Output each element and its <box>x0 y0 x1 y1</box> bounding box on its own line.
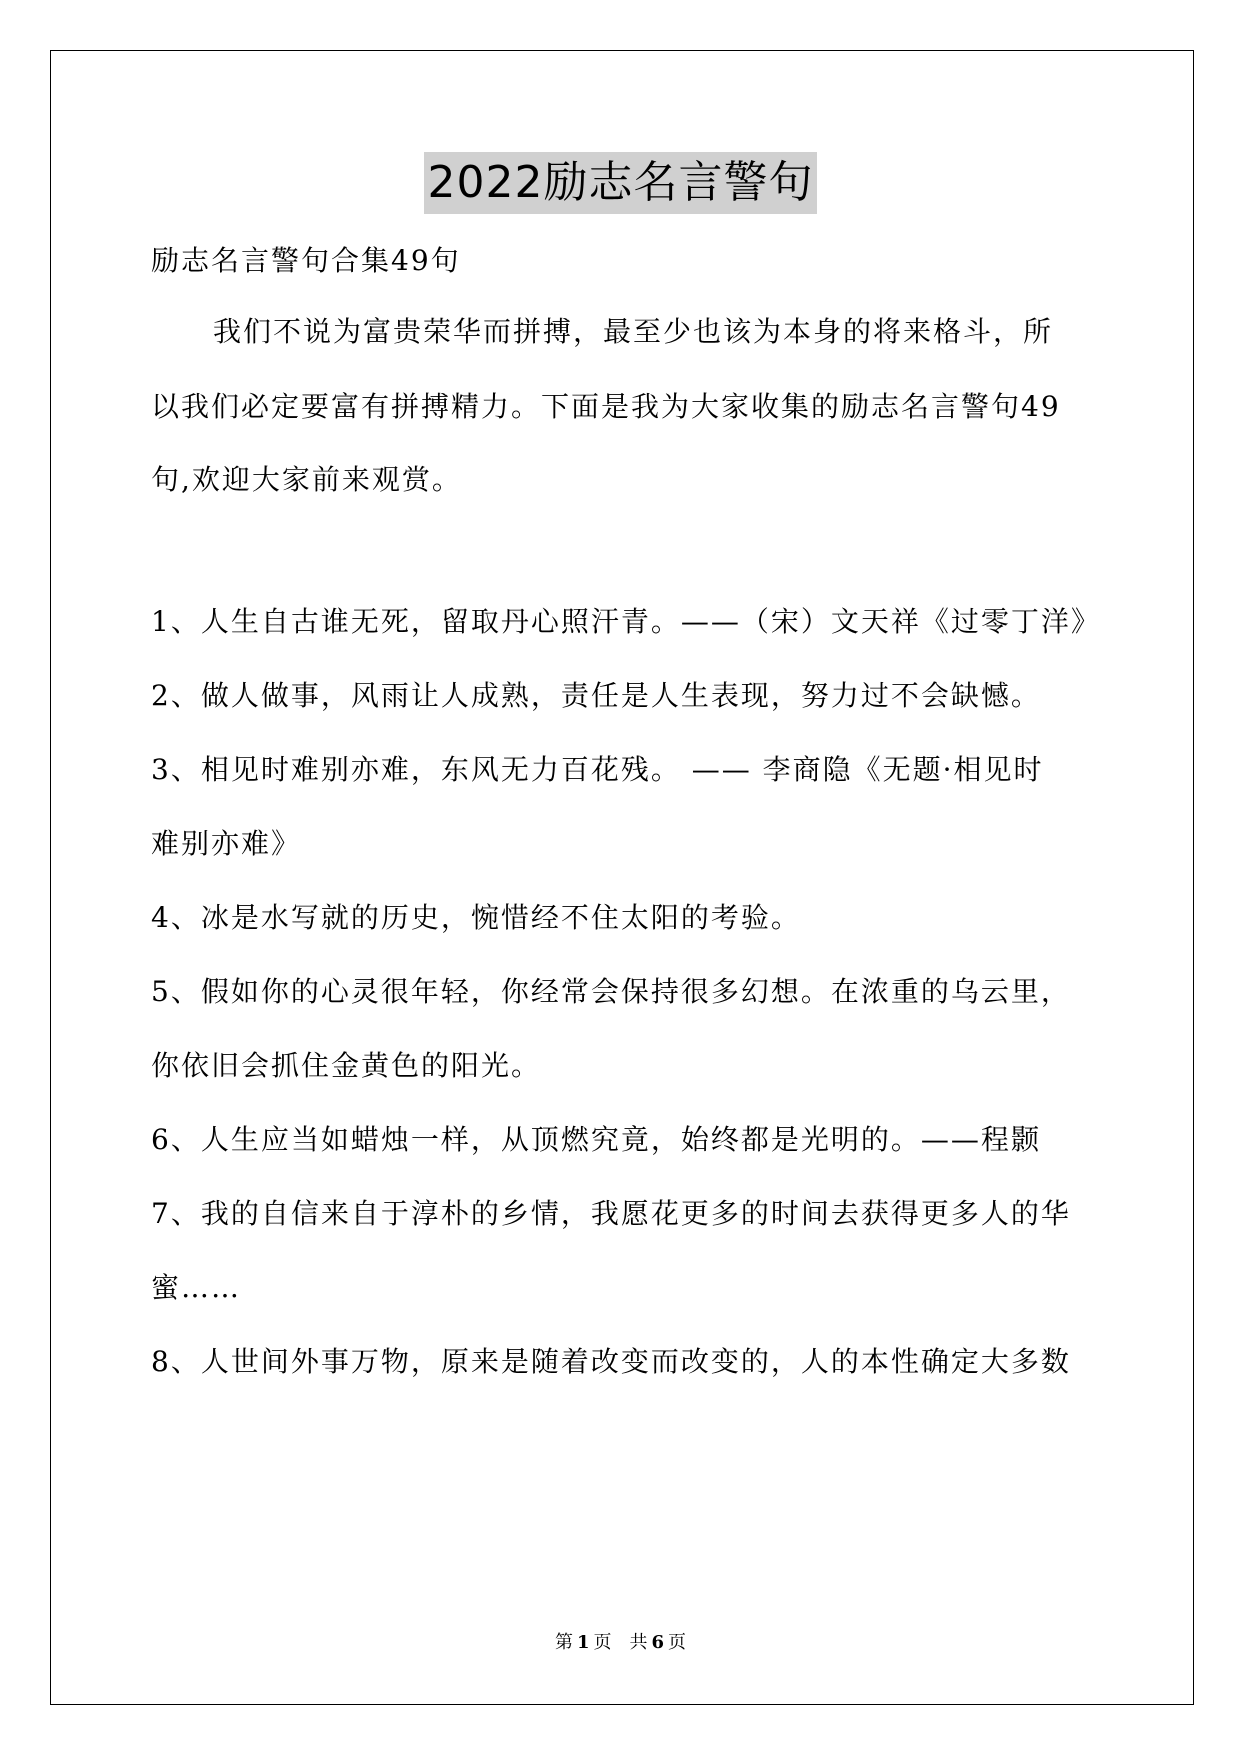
quote-line: 蜜…… <box>151 1271 242 1304</box>
quote-line: 1、人生自古谁无死，留取丹心照汗青。——（宋）文天祥《过零丁洋》 <box>151 605 1101 638</box>
page-current-number: 1 <box>576 1632 590 1653</box>
quote-line: 5、假如你的心灵很年轻，你经常会保持很多幻想。在浓重的乌云里， <box>151 975 1071 1008</box>
quote-line: 4、冰是水写就的历史，惋惜经不住太阳的考验。 <box>151 901 801 934</box>
title-container <box>0 152 1241 214</box>
document-subtitle: 励志名言警句合集49句 <box>151 244 461 277</box>
page-total-number: 6 <box>651 1632 665 1653</box>
quote-line: 3、相见时难别亦难，东风无力百花残。 —— 李商隐《无题·相见时 <box>151 753 1044 786</box>
page-prefix: 第 <box>554 1632 573 1653</box>
document-title: 2022励志名言警句 <box>424 152 818 214</box>
quote-line: 难别亦难》 <box>151 827 302 860</box>
page-suffix: 页 <box>668 1632 687 1653</box>
intro-line: 句,欢迎大家前来观赏。 <box>151 463 462 496</box>
page-mid-text: 页 共 <box>593 1632 648 1653</box>
intro-line: 我们不说为富贵荣华而拼搏，最至少也该为本身的将来格斗，所 <box>213 315 1054 348</box>
page-border <box>50 50 1194 1705</box>
quote-line: 7、我的自信来自于淳朴的乡情，我愿花更多的时间去获得更多人的华 <box>151 1197 1071 1230</box>
page-footer <box>0 1628 1241 1654</box>
quote-line: 6、人生应当如蜡烛一样，从顶燃究竟，始终都是光明的。——程颢 <box>151 1123 1041 1156</box>
intro-line: 以我们必定要富有拼搏精力。下面是我为大家收集的励志名言警句49 <box>151 390 1061 423</box>
quote-line: 8、人世间外事万物，原来是随着改变而改变的，人的本性确定大多数 <box>151 1345 1071 1378</box>
quote-line: 你依旧会抓住金黄色的阳光。 <box>151 1049 542 1082</box>
quote-line: 2、做人做事，风雨让人成熟，责任是人生表现，努力过不会缺憾。 <box>151 679 1041 712</box>
